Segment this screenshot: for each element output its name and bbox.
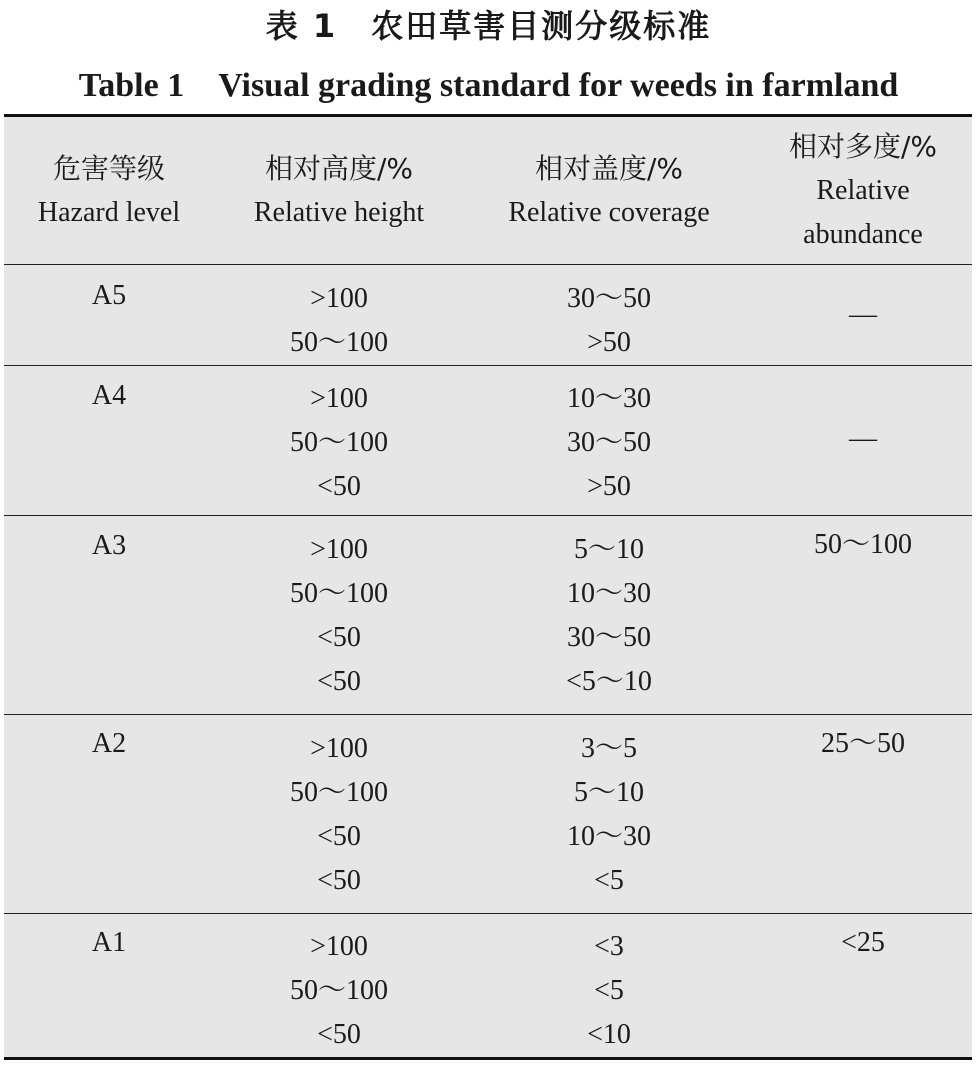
cell-coverage [464, 265, 754, 365]
table-row-a3 [4, 516, 972, 715]
table-title-chinese: 表 1 农田草害目测分级标准 [265, 7, 712, 45]
header-relative-abundance-en-2: abundance [803, 219, 923, 250]
weed-grading-table [4, 114, 972, 1060]
height-value: <50 [317, 471, 361, 502]
cell-height [214, 914, 464, 1060]
coverage-value: 5～10 [573, 534, 644, 565]
cell-height [214, 366, 464, 515]
height-value: 50～100 [289, 427, 388, 458]
height-value: <50 [317, 821, 361, 852]
abundance-value: 50～100 [813, 529, 912, 560]
coverage-value: <10 [587, 1019, 631, 1050]
abundance-value: — [849, 423, 877, 454]
coverage-value: >50 [587, 471, 631, 502]
cell-coverage [464, 715, 754, 913]
abundance-value: <25 [841, 927, 885, 958]
coverage-value: 5～10 [573, 777, 644, 808]
height-value: >100 [310, 534, 368, 565]
header-relative-abundance-en-1: Relative [816, 175, 910, 206]
height-value: 50～100 [289, 975, 388, 1006]
cell-level [4, 516, 214, 714]
coverage-value: >50 [587, 327, 631, 358]
height-value: <50 [317, 865, 361, 896]
hazard-level-value: A5 [91, 280, 127, 311]
coverage-value: <5 [594, 975, 624, 1006]
header-relative-abundance-cn: 相对多度/% [788, 130, 938, 163]
coverage-value: 30～50 [566, 427, 651, 458]
table-row-a2 [4, 715, 972, 914]
cell-abundance [754, 914, 972, 1060]
coverage-value: <5～10 [566, 666, 652, 697]
header-relative-coverage-en: Relative coverage [508, 197, 710, 228]
table-header-row [4, 117, 972, 265]
height-value: 50～100 [289, 327, 388, 358]
header-relative-height-cn: 相对高度/% [264, 152, 414, 185]
coverage-value: 3～5 [580, 733, 637, 764]
cell-level [4, 265, 214, 365]
cell-abundance [754, 715, 972, 913]
coverage-value: <5 [594, 865, 624, 896]
height-value: >100 [310, 383, 368, 414]
header-hazard-level [4, 117, 214, 264]
cell-abundance [754, 265, 972, 365]
header-hazard-level-cn: 危害等级 [52, 152, 165, 185]
table-row-a1 [4, 914, 972, 1060]
header-relative-abundance [754, 117, 972, 264]
cell-height [214, 265, 464, 365]
header-relative-coverage-cn: 相对盖度/% [534, 152, 684, 185]
height-value: >100 [310, 283, 368, 314]
cell-abundance [754, 366, 972, 515]
abundance-value: 25～50 [820, 728, 905, 759]
cell-coverage [464, 914, 754, 1060]
height-value: >100 [310, 931, 368, 962]
coverage-value: 30～50 [566, 622, 651, 653]
cell-height [214, 516, 464, 714]
height-value: <50 [317, 1019, 361, 1050]
hazard-level-value: A1 [91, 927, 127, 958]
coverage-value: 10～30 [566, 578, 651, 609]
hazard-level-value: A2 [91, 728, 127, 759]
cell-level [4, 715, 214, 913]
header-relative-height-en: Relative height [253, 197, 425, 228]
height-value: <50 [317, 666, 361, 697]
cell-coverage [464, 366, 754, 515]
table-title-english: Table 1 Visual grading standard for weeds in farmland [78, 67, 899, 104]
height-value: >100 [310, 733, 368, 764]
height-value: 50～100 [289, 578, 388, 609]
header-relative-height [214, 117, 464, 264]
table-row-a4 [4, 366, 972, 516]
abundance-value: — [849, 299, 877, 330]
cell-coverage [464, 516, 754, 714]
hazard-level-value: A3 [91, 530, 127, 561]
coverage-value: 30～50 [566, 283, 651, 314]
height-value: 50～100 [289, 777, 388, 808]
header-hazard-level-en: Hazard level [37, 197, 181, 228]
cell-height [214, 715, 464, 913]
height-value: <50 [317, 622, 361, 653]
coverage-value: <3 [594, 931, 624, 962]
cell-level [4, 914, 214, 1060]
coverage-value: 10～30 [566, 821, 651, 852]
coverage-value: 10～30 [566, 383, 651, 414]
hazard-level-value: A4 [91, 380, 127, 411]
cell-abundance [754, 516, 972, 714]
header-relative-coverage [464, 117, 754, 264]
cell-level [4, 366, 214, 515]
table-row-a5 [4, 265, 972, 366]
